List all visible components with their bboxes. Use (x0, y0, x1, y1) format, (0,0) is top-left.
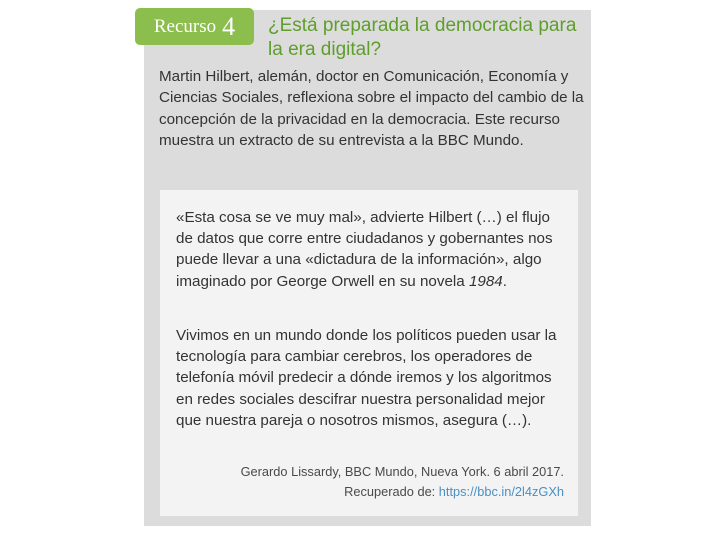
quote-paragraph-1-end: . (502, 272, 507, 290)
quote-paragraph-1-text: «Esta cosa se ve muy mal», advierte Hilbert (…) el flujo de datos que corre entre ciudadanos y gobernantes nos puede llevar a una «dictadura de la información», algo imaginado por George Orwell en su novela (176, 209, 553, 290)
resource-label: Recurso (153, 15, 217, 37)
source-retrieved-label: Recuperado de: (344, 484, 439, 499)
resource-tab (135, 8, 254, 45)
source-link[interactable]: https://bbc.in/2l4zGXh (438, 484, 564, 499)
book-title: 1984 (468, 272, 503, 290)
source-citation: Gerardo Lissardy, BBC Mundo, Nueva York. 6 abril 2017. (240, 464, 564, 479)
quote-paragraph-2: Vivimos en un mundo donde los políticos pueden usar la tecnología para cambiar cerebros, los operadores de telefonía móvil predecir a dónde iremos y los algoritmos en redes sociales descifrar nuestra personalidad mejor que nuestra pareja o nosotros mismos, asegura (…). (176, 327, 557, 429)
resource-title: ¿Está preparada la democracia para la era digital? (268, 15, 577, 60)
quote-paragraph-1 (176, 207, 571, 292)
resource-intro: Martin Hilbert, alemán, doctor en Comunicación, Economía y Ciencias Sociales, reflexiona sobre el impacto del cambio de la concepción de la privacidad en la democracia. Este recurso muestra un extracto de su entrevista a la BBC Mundo. (159, 68, 584, 149)
resource-number: 4 (222, 11, 236, 41)
source-retrieved (344, 482, 564, 502)
